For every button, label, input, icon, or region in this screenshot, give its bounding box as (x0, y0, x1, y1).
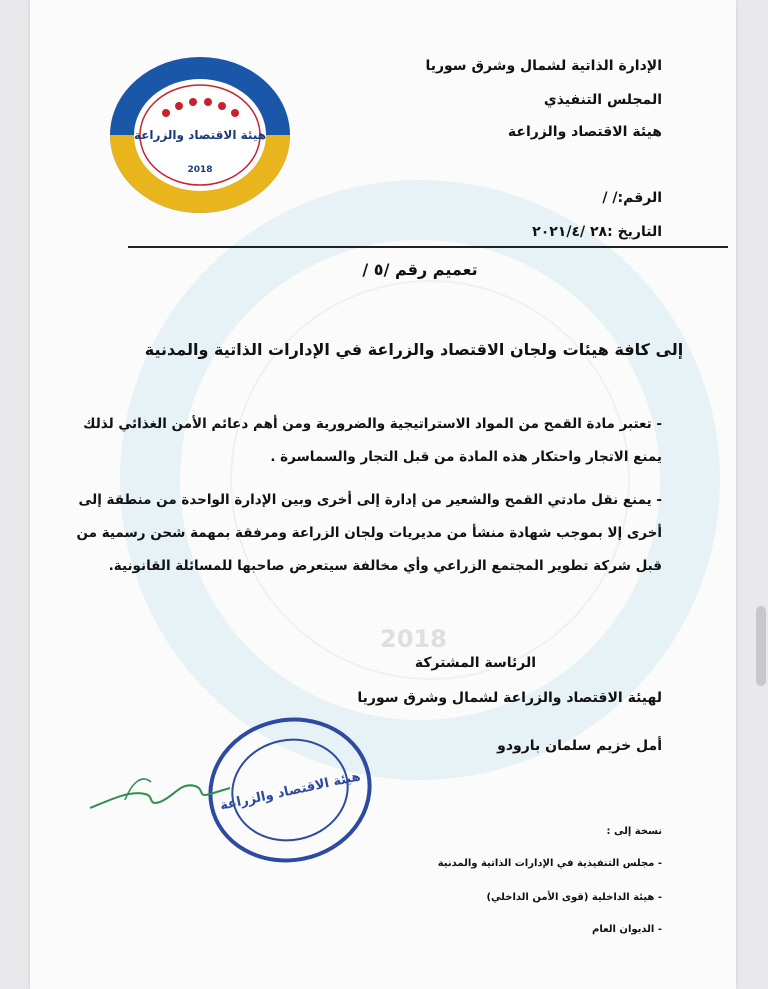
signature-title: الرئاسة المشتركة (414, 655, 536, 671)
reference-number: الرقم:/ / (602, 190, 662, 206)
handwritten-signature (85, 760, 235, 820)
copy-recipient: - الديوان العام (592, 924, 662, 935)
watermark-year: 2018 (380, 625, 447, 653)
addressee-line: إلى كافة هيئات ولجان الاقتصاد والزراعة في الإدارات الذاتية والمدنية (144, 340, 684, 359)
paragraph-2: - يمنع نقل مادتي القمح والشعير من إدارة إلى أخرى وبين الإدارة الواحدة من منطقة إلى أخرى إلا بموجب شهادة منشأ من مديريات ولجان الزراعة ومرفقة بمهمة شحن رسمية من قبل شركة تطوير المجتمع الزراعي وأي مخالفة سيتعرض صاحبها للمسائلة القانونية. (76, 492, 662, 574)
scrollbar-handle[interactable] (756, 606, 766, 686)
signatory-names: أمل خزيم سلمان بارودو (497, 738, 662, 754)
copy-recipient: - هيئة الداخلية (قوى الأمن الداخلي) (486, 892, 662, 903)
header-authority: الإدارة الذاتية لشمال وشرق سوريا (425, 58, 662, 74)
header-council: المجلس التنفيذي (543, 92, 662, 108)
stamp-text-center: هيئة الاقتصاد والزراعة (218, 769, 362, 814)
document-page (30, 0, 736, 989)
seal-text-center: هيئة الاقتصاد والزراعة (133, 128, 267, 142)
copy-recipient: - مجلس التنفيذية في الإدارات الذاتية والمدنية (437, 858, 662, 869)
document-date: التاريخ :٢٨ /٢٠٢١/٤ (532, 224, 662, 240)
paragraph-1: - تعتبر مادة القمح من المواد الاستراتيجية والضرورية ومن أهم دعائم الأمن الغذائي لذلك يمنع الاتجار واحتكار هذه المادة من قبل التجار والسماسرة . (83, 416, 662, 465)
header-commission: هيئة الاقتصاد والزراعة (507, 124, 662, 140)
organization-seal (108, 55, 293, 215)
signature-organization: لهيئة الاقتصاد والزراعة لشمال وشرق سوريا (357, 690, 662, 706)
seal-year: 2018 (187, 165, 213, 175)
header-divider (128, 246, 728, 248)
circular-number: تعميم رقم /٥ / (362, 260, 478, 279)
copies-label: نسخة إلى : (606, 826, 662, 837)
